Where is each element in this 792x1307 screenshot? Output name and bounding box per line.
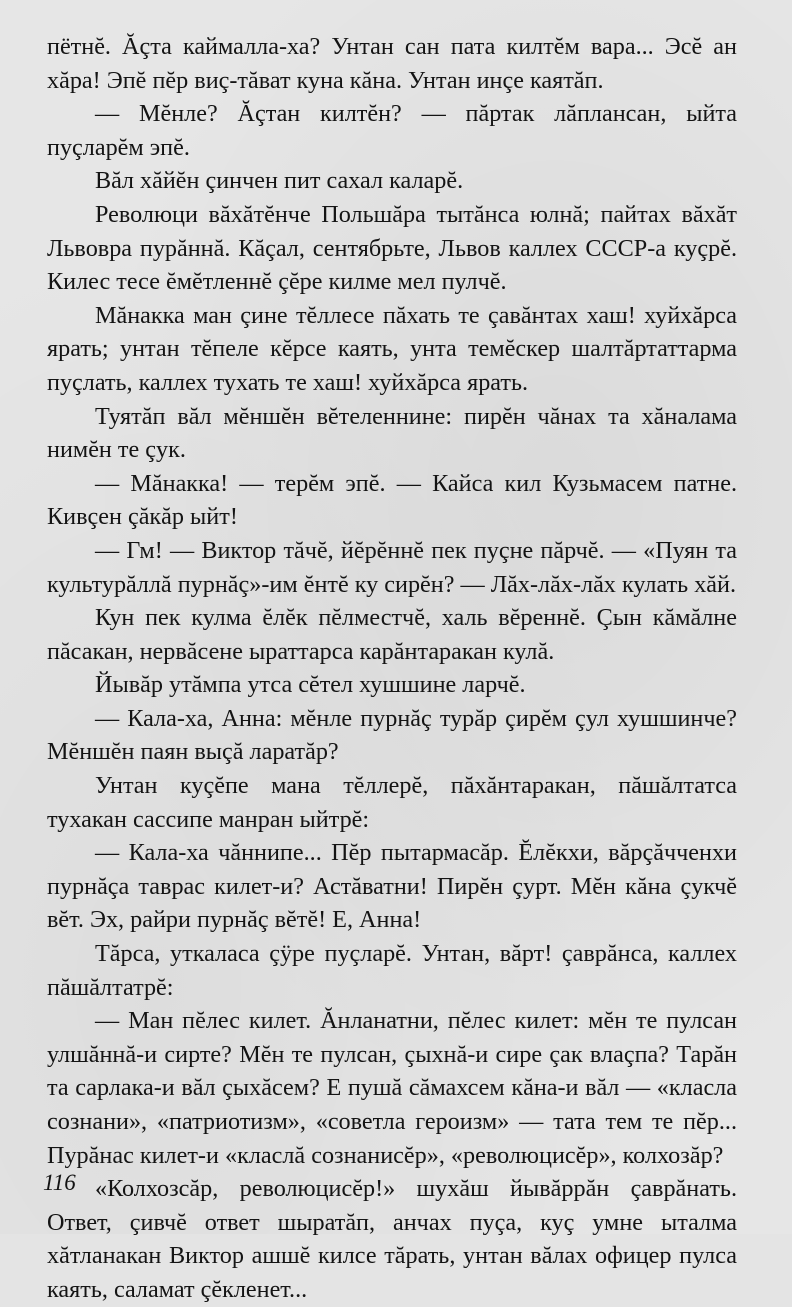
paragraph: — Гм! — Виктор тăчĕ, йĕрĕннĕ пек пуçне пăрчĕ. — «Пуян та культурăллă пурнăç»-им ĕнтĕ ку сирĕн? — Лăх-лăх-лăх кулать хăй. [47, 536, 737, 598]
paragraph: — Мĕнле? Ăçтан килтĕн? — пăртак лăплансан, ыйта пуçларĕм эпĕ. [47, 100, 737, 161]
paragraph: «Колхозсăр, революцисĕр!» шухăш йывăррăн çаврăнать. Ответ, çивчĕ ответ шыратăп, анчах пуçа, куç умне ыталма хăтланакан Виктор ашшĕ килсе тăрать, унтан вăлах офицер пулса каять, саламат çĕкленет... [47, 1175, 737, 1303]
page-body-text [47, 30, 737, 1307]
paragraph: пётнĕ. Ăçта каймалла-ха? Унтан сан пата килтĕм вара... Эсĕ ан хăра! Эпĕ пĕр виç-тăват куна кăна. Унтан инçе каятăп. [47, 33, 737, 94]
paragraph: — Кала-ха, Анна: мĕнле пурнăç турăр çирĕм çул хушшинче? Мĕншĕн паян выçă ларатăр? [47, 704, 737, 766]
paragraph: Йывăр утăмпа утса сĕтел хушшине ларчĕ. [95, 671, 526, 699]
paragraph: — Мăнакка! — терĕм эпĕ. — Кайса кил Кузьмасем патне. Кивçен çăкăр ыйт! [47, 469, 737, 531]
paragraph: Революци вăхăтĕнче Польшăра тытăнса юлнă; пайтах вăхăт Львовра пурăннă. Кăçал, сентябрьте, Львов каллех СССР-а куçрĕ. Килес тесе ĕмĕтленнĕ çĕре килме мел пулчĕ. [47, 200, 737, 296]
page-number: 116 [43, 1170, 76, 1195]
paragraph: Кун пек кулма ĕлĕк пĕлместчĕ, халь вĕреннĕ. Çын кăмăлне пăсакан, нервăсене ыраттарса карăнтаракан кулă. [47, 604, 737, 665]
paragraph: Унтан куçĕпе мана тĕллерĕ, пăхăнтаракан, пăшăлтатса тухакан сассипе манран ыйтрĕ: [47, 772, 737, 833]
paragraph: — Кала-ха чăннипе... Пĕр пытармасăр. Ĕлĕкхи, вăрçăчченхи пурнăçа таврас килет-и? Астăватни! Пирĕн çурт. Мĕн кăна çукчĕ вĕт. Эх, райри пурнăç вĕтĕ! Е, Анна! [47, 839, 737, 934]
paragraph: Туятăп вăл мĕншĕн вĕтеленнине: пирĕн чăнах та хăналама нимĕн те çук. [47, 402, 737, 464]
paragraph: Вăл хăйĕн çинчен пит сахал каларĕ. [95, 167, 464, 195]
paragraph: Мăнакка ман çине тĕллесе пăхать те çавăнтах хаш! хуйхăрса ярать; унтан тĕпеле кĕрсе каять, унта темĕскер шалтăртаттарма пуçлать, каллех тухать те хаш! хуйхăрса ярать. [47, 301, 737, 396]
paragraph: Тăрса, уткаласа çÿре пуçларĕ. Унтан, вăрт! çаврăнса, каллех пăшăлтатрĕ: [47, 940, 737, 1001]
paragraph: — Ман пĕлес килет. Ăнланатни, пĕлес килет: мĕн те пулсан улшăннă-и сирте? Мĕн те пулсан, çыхнă-и сире çак влаçпа? Тарăн та сарлака-и вăл çыхăсем? Е пушă сăмахсем кăна-и вăл — «класла сознани», «патриотизм», «советла героизм» — тата тем те пĕр... Пурăнас килет-и «класлă сознанисĕр», «революцисĕр», колхозăр? [47, 1007, 737, 1169]
